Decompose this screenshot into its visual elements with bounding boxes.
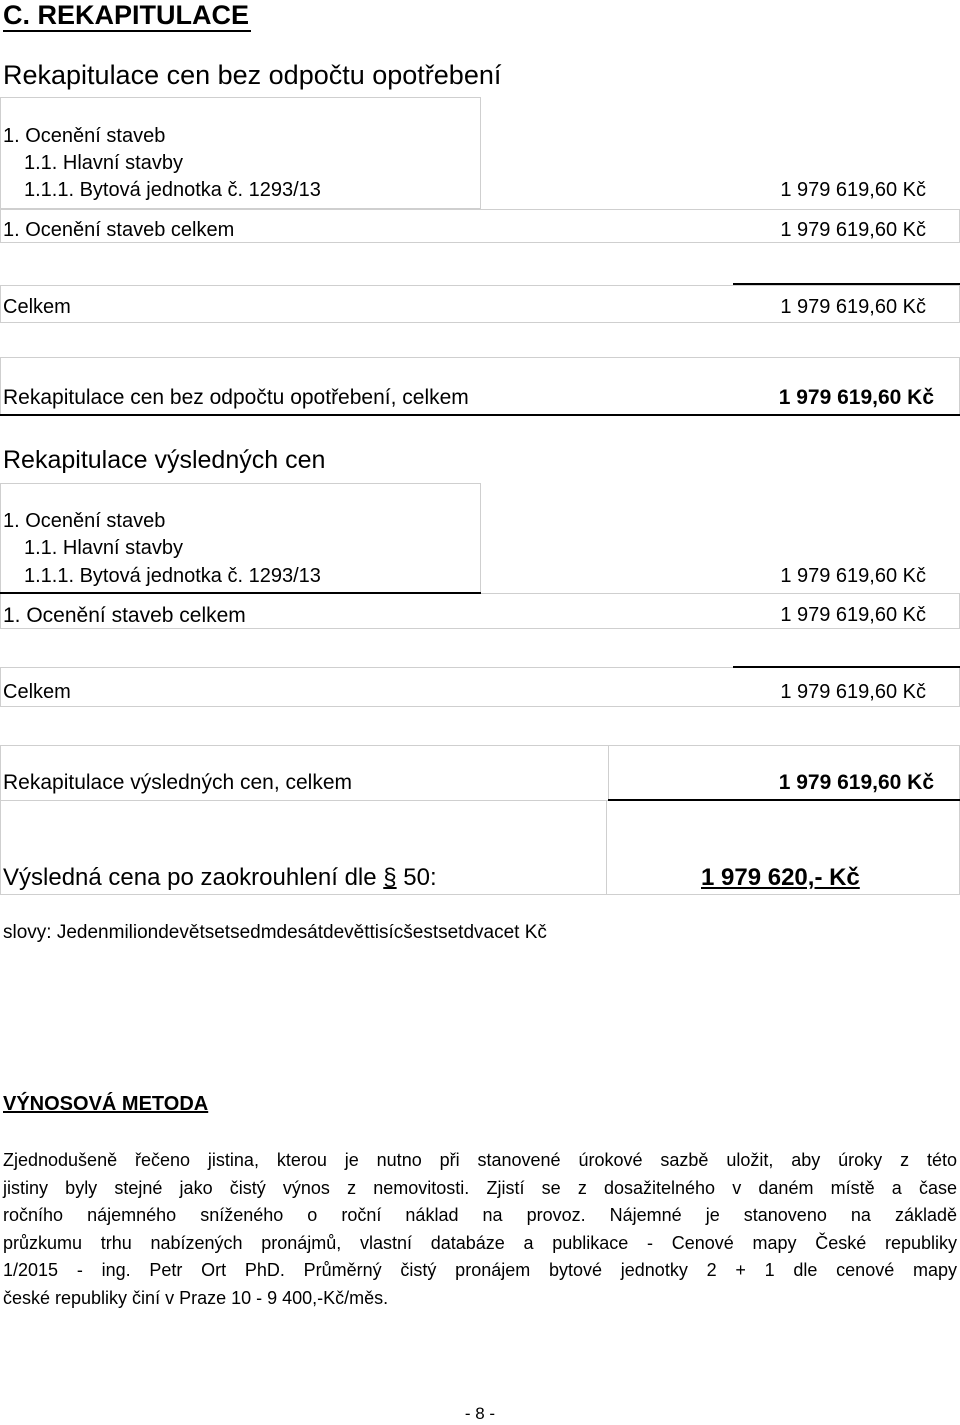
paragraph-line: 1/2015 - ing. Petr Ort PhD. Průměrný čistý pronájem bytové jednotky 2 + 1 dle cenové mapy bbox=[3, 1260, 957, 1280]
block1-level1: 1. Ocenění staveb bbox=[3, 125, 166, 147]
block2-level1: 1. Ocenění staveb bbox=[3, 510, 166, 532]
paragraph-line: Zjednodušeně řečeno jistina, kterou je nutno při stanovené úrokové sazbě uložit, aby úroky z této bbox=[3, 1150, 957, 1170]
block1-total-value: 1 979 619,60 Kč bbox=[780, 296, 926, 318]
block1-heading: Rekapitulace cen bez odpočtu opotřebení bbox=[3, 60, 502, 90]
block2-heading: Rekapitulace výsledných cen bbox=[3, 446, 326, 474]
paragraph-line: průzkumu trhu nabízených pronájmů, vlastní databáze a publikace - Cenové mapy České republiky bbox=[3, 1232, 957, 1253]
block2-subtotal-label: 1. Ocenění staveb celkem bbox=[3, 604, 246, 627]
block1-level2: 1.1. Hlavní stavby bbox=[24, 152, 183, 174]
block1-grand-label: Rekapitulace cen bez odpočtu opotřebení, celkem bbox=[3, 386, 469, 409]
block1-subtotal-value: 1 979 619,60 Kč bbox=[780, 219, 926, 241]
paragraph-line: ročního nájemného sníženého o roční náklad na provoz. Nájemné je stanoveno na základě bbox=[3, 1205, 957, 1225]
block2-grand-label: Rekapitulace výsledných cen, celkem bbox=[3, 771, 353, 794]
block1-subtotal-row bbox=[0, 209, 960, 243]
block2-total-value: 1 979 619,60 Kč bbox=[780, 681, 926, 703]
block2-level3-value: 1 979 619,60 Kč bbox=[780, 565, 926, 587]
final-price-label bbox=[3, 864, 437, 892]
section-title: C. REKAPITULACE bbox=[3, 0, 250, 30]
final-price-value: 1 979 620,- Kč bbox=[701, 864, 860, 891]
block1-total-label: Celkem bbox=[3, 296, 71, 318]
final-price-label-text: Výsledná cena po zaokrouhlení dle bbox=[3, 864, 377, 891]
block2-level2: 1.1. Hlavní stavby bbox=[24, 537, 183, 559]
price-in-words: slovy: Jedenmiliondevětsetsedmdesátdevěttisícšestsetdvacet Kč bbox=[3, 922, 547, 943]
block1-level3-value: 1 979 619,60 Kč bbox=[780, 179, 926, 201]
block1-grand-value: 1 979 619,60 Kč bbox=[778, 386, 934, 409]
block2-total-label: Celkem bbox=[3, 681, 71, 703]
income-method-paragraph bbox=[3, 1147, 957, 1312]
block1-level3: 1.1.1. Bytová jednotka č. 1293/13 bbox=[24, 179, 321, 201]
page-number: - 8 - bbox=[464, 1404, 496, 1423]
income-method-heading: VÝNOSOVÁ METODA bbox=[3, 1093, 209, 1115]
section-sign: § bbox=[383, 864, 397, 891]
paragraph-line: české republiky činí v Praze 10 - 9 400,-Kč/měs. bbox=[3, 1287, 389, 1308]
block2-level3: 1.1.1. Bytová jednotka č. 1293/13 bbox=[24, 565, 321, 587]
block1-subtotal-label: 1. Ocenění staveb celkem bbox=[3, 219, 235, 241]
section-number: 50: bbox=[403, 864, 437, 891]
block2-subtotal-value: 1 979 619,60 Kč bbox=[780, 604, 926, 626]
block2-grand-value: 1 979 619,60 Kč bbox=[778, 771, 934, 794]
paragraph-line: jistiny byly stejné jako čistý výnos z nemovitosti. Zjistí se z dosažitelného v daném místě a čase bbox=[3, 1177, 957, 1198]
